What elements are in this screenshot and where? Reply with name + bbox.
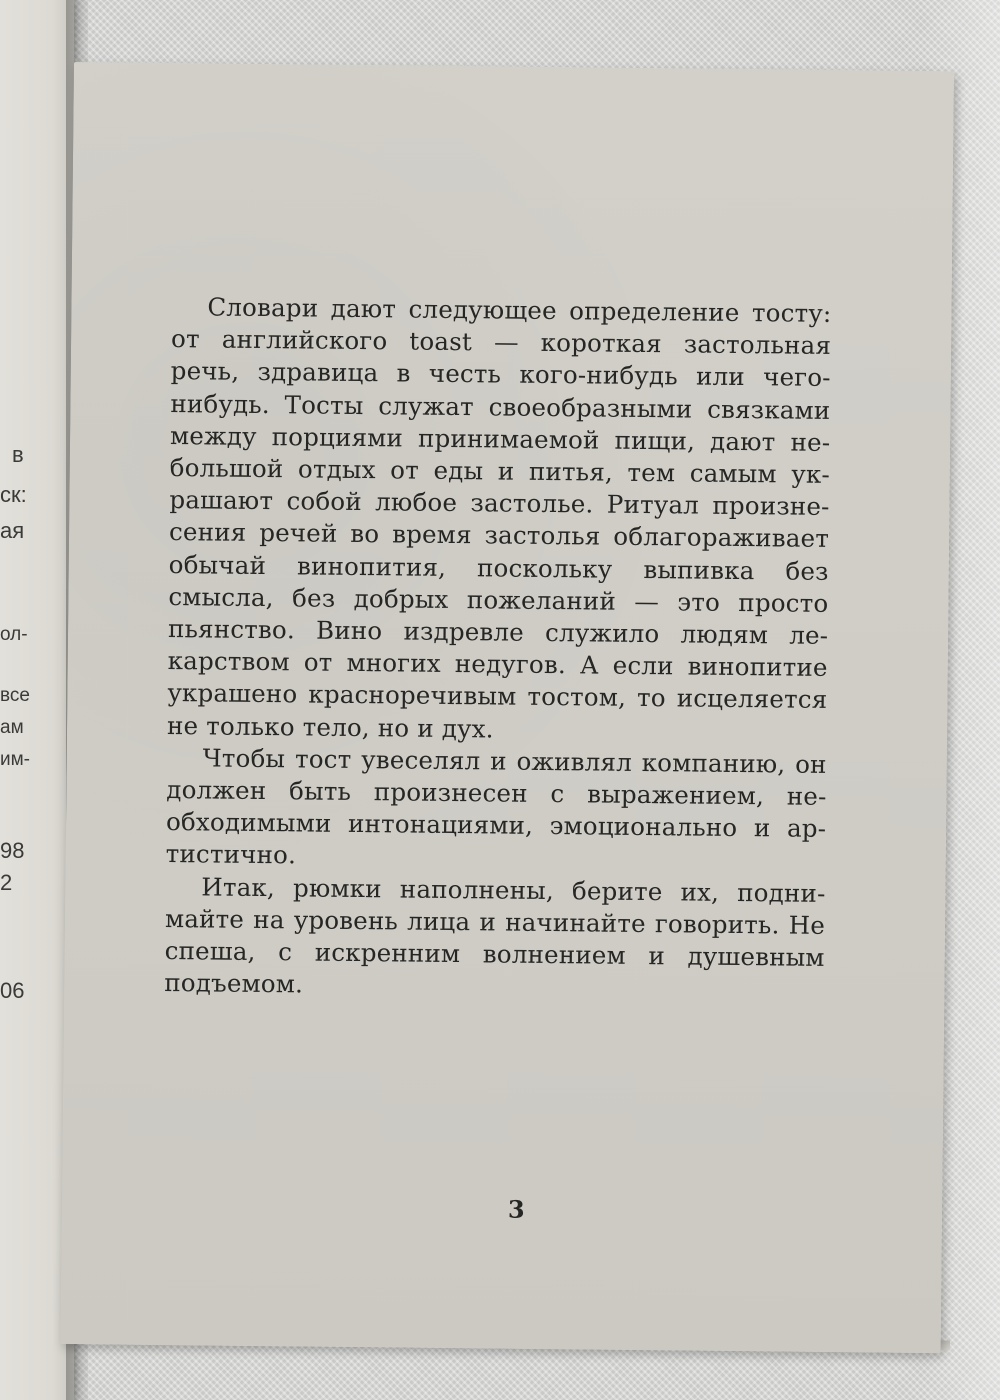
paragraph-2: Чтобы тост увеселял и оживлял компанию, он должен быть произнесен с выражением, необходимыми интонациями, эмоционально и артистично.	[165, 743, 827, 870]
left-page-fragment: 06	[0, 978, 25, 1003]
paragraph-3: Итак, рюмки наполнены, берите их, поднимайте на уровень лица и начинайте говорить. Не спеша, с искренним волнением и душевным подъемом.	[164, 872, 826, 999]
left-page-fragment: в	[12, 442, 24, 467]
left-page-fragment: ая	[0, 518, 25, 543]
left-page-fragment: 2	[0, 870, 13, 895]
left-page-fragment: ол-	[0, 624, 28, 645]
page-number: 3	[507, 1194, 525, 1224]
left-page-fragment: им-	[0, 749, 31, 770]
left-page-fragment: ск:	[0, 482, 27, 507]
paragraph-1: Словари дают следующее определение тосту: от английского toast — короткая застольная речь, здравица в честь кого-нибудь или чего-нибудь. Тосты служат своеобразными связками между порциями принимаемой пищи, дают небольшой отдых от еды и питья, тем самым украшают собой любое застолье. Ритуал произнесения речей во время застолья облагораживает обычай винопития, поскольку выпивка без смысла, без добрых пожеланий — это просто пьянство. Вино издревле служило людям лекарством от многих недугов. А если винопитие украшено красноречивым тостом, то исцеляется не только тело, но и дух.	[166, 292, 832, 744]
left-page-fragment: все	[0, 685, 30, 706]
left-page-fragment: 98	[0, 838, 25, 863]
book-page	[61, 62, 954, 1353]
page-text	[164, 291, 831, 1006]
left-page-fragment: ам	[0, 717, 24, 738]
